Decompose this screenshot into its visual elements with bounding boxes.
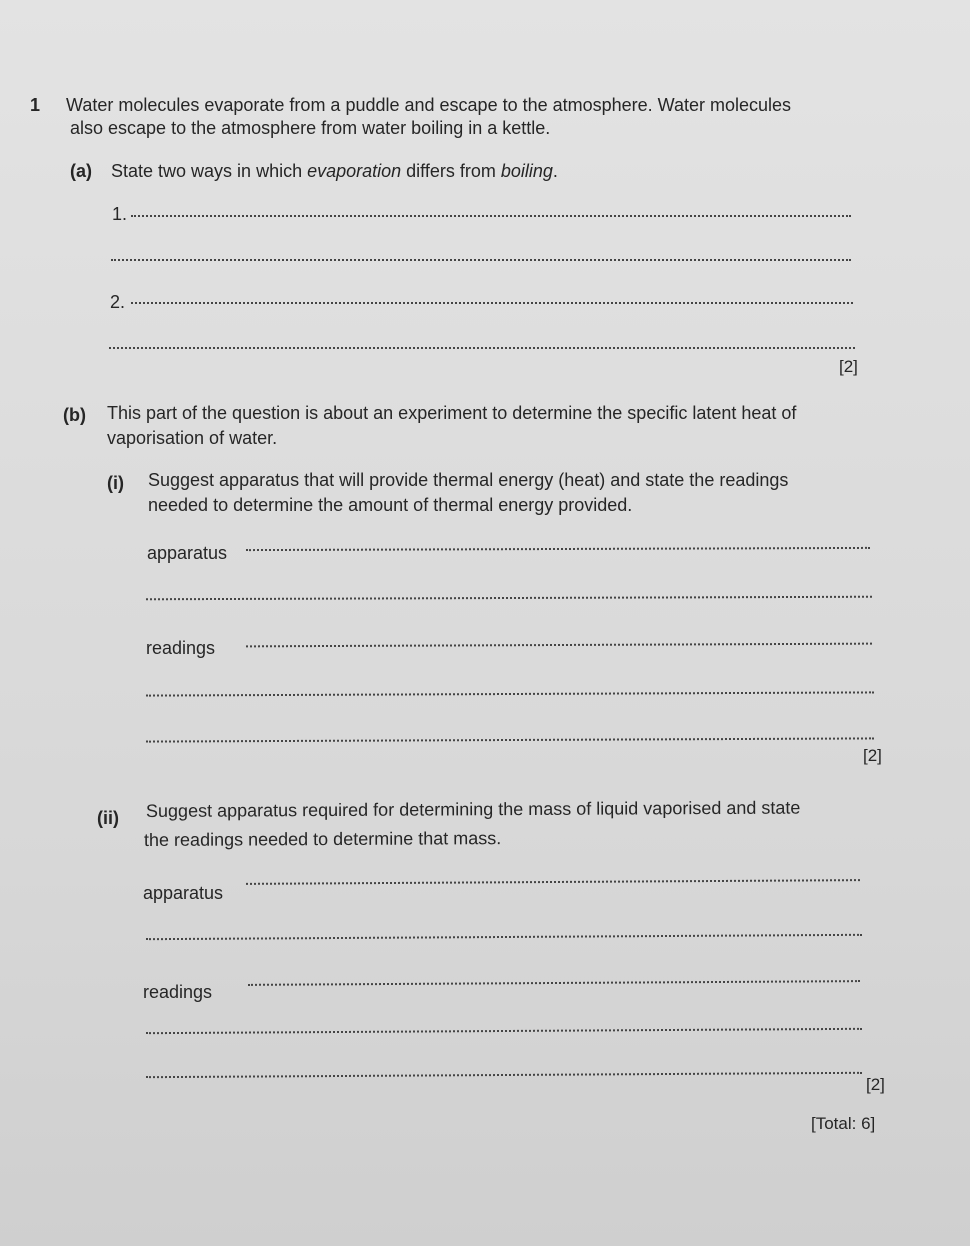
part-b-i-apparatus-label: apparatus bbox=[147, 543, 228, 563]
part-b-ii-line-2: the readings needed to determine that mass. bbox=[143, 828, 502, 850]
part-b-ii-apparatus-line-2[interactable] bbox=[146, 934, 862, 940]
part-b-i-line-2: needed to determine the amount of thermal energy provided. bbox=[148, 495, 633, 515]
question-number: 1 bbox=[30, 95, 41, 115]
part-b-ii-apparatus-line-1[interactable] bbox=[246, 879, 860, 885]
part-b-i-apparatus-line-2[interactable] bbox=[146, 596, 872, 601]
part-b-label: (b) bbox=[63, 405, 86, 425]
part-b-i-label: (i) bbox=[107, 473, 124, 493]
part-a-answer-1-line-1[interactable] bbox=[131, 215, 851, 217]
part-b-line-1: This part of the question is about an experiment to determine the specific latent heat of bbox=[107, 403, 797, 423]
part-b-ii-readings-label: readings bbox=[143, 982, 213, 1002]
part-b-ii-readings-line-2[interactable] bbox=[146, 1028, 862, 1034]
part-a-label: (a) bbox=[70, 161, 92, 181]
part-b-line-2: vaporisation of water. bbox=[107, 428, 278, 448]
question-stem-line-1: Water molecules evaporate from a puddle and escape to the atmosphere. Water molecules bbox=[66, 95, 792, 115]
part-b-ii-label: (ii) bbox=[97, 808, 119, 828]
part-b-i-line-1: Suggest apparatus that will provide thermal energy (heat) and state the readings bbox=[148, 470, 789, 490]
part-a-answer-2-line-1[interactable] bbox=[131, 302, 853, 304]
part-a-answer-1-number: 1. bbox=[112, 204, 128, 224]
part-b-i-marks: [2] bbox=[863, 746, 882, 765]
part-b-i-apparatus-line-1[interactable] bbox=[246, 547, 870, 551]
part-b-ii-apparatus-label: apparatus bbox=[143, 883, 224, 903]
total-marks: [Total: 6] bbox=[811, 1114, 876, 1133]
part-a-answer-2-line-2[interactable] bbox=[109, 347, 855, 349]
part-b-i-readings-line-3[interactable] bbox=[146, 737, 874, 742]
part-a-answer-1-line-2[interactable] bbox=[111, 259, 851, 261]
part-a-answer-2-number: 2. bbox=[110, 292, 126, 312]
part-b-ii-readings-line-3[interactable] bbox=[146, 1072, 862, 1078]
part-b-ii-readings-line-1[interactable] bbox=[248, 980, 860, 986]
part-b-i-readings-line-1[interactable] bbox=[246, 643, 872, 648]
part-b-i-readings-line-2[interactable] bbox=[146, 691, 874, 696]
question-stem-line-2: also escape to the atmosphere from water boiling in a kettle. bbox=[70, 118, 551, 138]
part-a-marks: [2] bbox=[839, 357, 858, 376]
part-b-i-readings-label: readings bbox=[146, 638, 216, 658]
part-b-ii-marks: [2] bbox=[866, 1075, 885, 1094]
part-a-prompt: State two ways in which evaporation differs from boiling. bbox=[111, 161, 558, 181]
part-b-ii-line-1: Suggest apparatus required for determining the mass of liquid vaporised and state bbox=[145, 797, 801, 821]
